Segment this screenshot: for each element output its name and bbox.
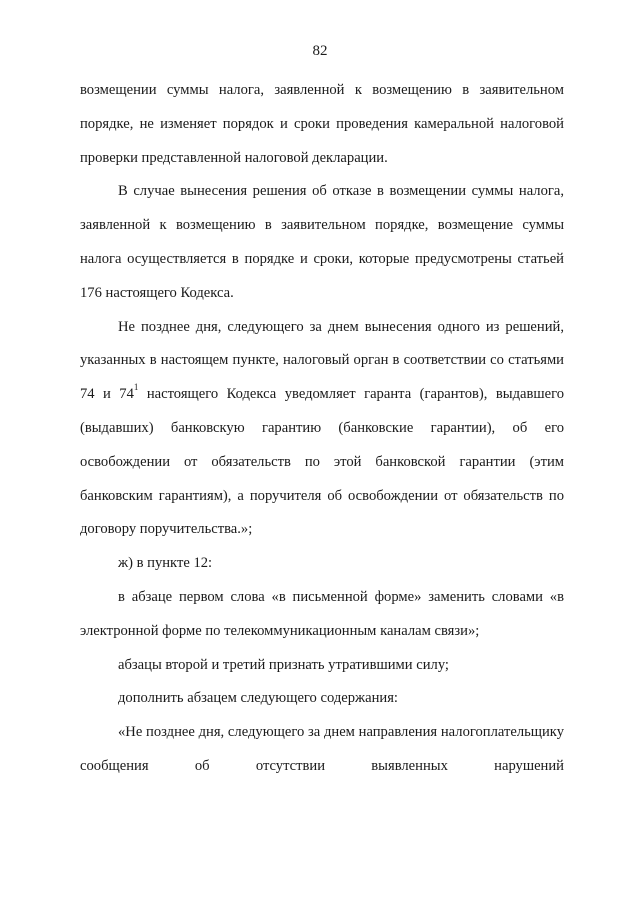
paragraph-item-zh: ж) в пункте 12: xyxy=(118,555,213,572)
paragraph-text-after-superscript: настоящего Кодекса уведомляет гаранта (гарантов), выдавшего (выдавших) банковскую гарантию (банковские гарантии), об его освобождении от обязательств по этой банковской гарантии (этим банковским гарантиям), а поручителя об освобождении от обязательств по договору поручительства.»; xyxy=(80,386,564,538)
document-body xyxy=(80,74,564,784)
paragraph-supplement: дополнить абзацем следующего содержания: xyxy=(118,690,398,707)
paragraph-new-text: «Не позднее дня, следующего за днем направления налогоплательщику сообщения об отсутствии выявленных нарушений xyxy=(80,724,564,774)
paragraph-text-before-superscript: Не позднее дня, следующего за днем вынесения одного из решений, указанных в настоящем пункте, налоговый орган в соответствии со статьями 74 и 74 xyxy=(80,318,564,403)
paragraph-replace-words: в абзаце первом слова «в письменной форме» заменить словами «в электронной форме по телекоммуникационным каналам связи»; xyxy=(80,588,564,639)
paragraph-guarantor-notice xyxy=(80,311,564,548)
paragraph-continuation: возмещении суммы налога, заявленной к возмещению в заявительном порядке, не изменяет порядок и сроки проведения камеральной налоговой проверки представленной налоговой декларации. xyxy=(80,82,564,166)
paragraph-refund-refusal: В случае вынесения решения об отказе в возмещении суммы налога, заявленной к возмещению в заявительном порядке, возмещение суммы налога осуществляется в порядке и сроки, которые предусмотрены статьей 176 настоящего Кодекса. xyxy=(80,183,564,301)
page-number: 82 xyxy=(312,43,328,59)
paragraph-repeal: абзацы второй и третий признать утратившими силу; xyxy=(118,656,449,673)
article-superscript: 1 xyxy=(133,382,139,393)
